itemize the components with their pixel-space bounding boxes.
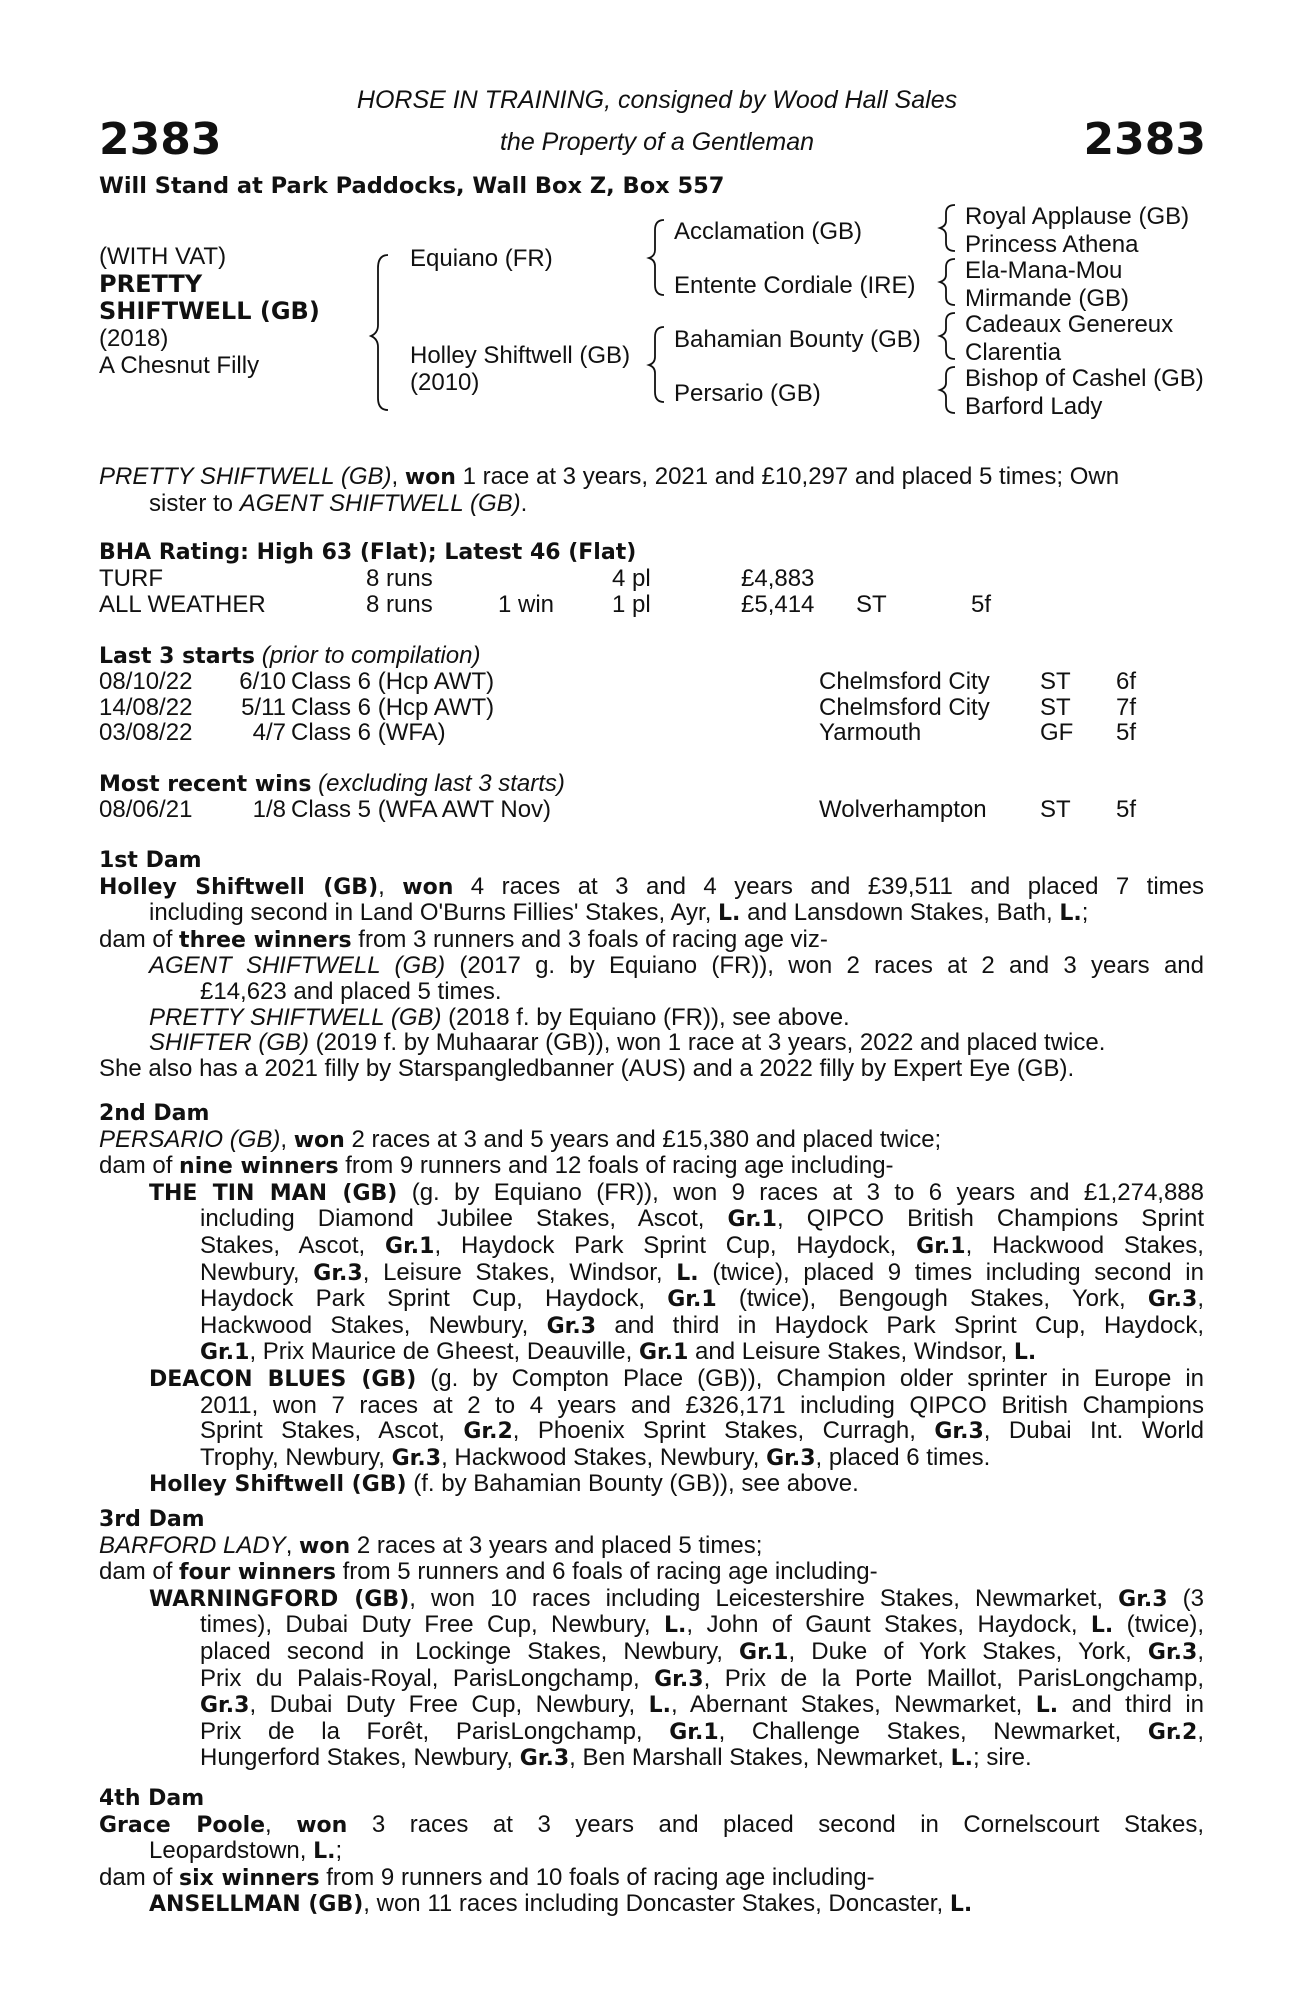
property-subtitle: the Property of a Gentleman <box>499 128 815 156</box>
first-dam-section: 1st Dam Holley Shiftwell (GB), won 4 races at 3 and 4 years and £39,511 and placed 7 times including second in Land O'Burns Fillies' Stakes, Ayr, L. and Lansdown Stakes, Bath, L.; dam of three winners from 3 runners and 3 foals of racing age viz- AGENT SHIFTWELL (GB) (2017 g. by Equiano (FR)), won 2 races at 2 and 3 years and £14,623 and placed 5 times. PRETTY SHIFTWELL (GB) (2018 f. by Equiano (FR)), see above. SHIFTER (GB) (2019 f. by Muhaarar (GB)), won 1 race at 3 years, 2022 and placed twice. She also has a 2021 filly by Starspangledbanner (AUS) and a 2022 filly by Expert Eye (GB). <box>99 848 1205 1082</box>
horse-name-line1: PRETTY <box>99 270 203 298</box>
horse-year: (2018) <box>99 325 169 352</box>
bha-rating-title: BHA Rating: High 63 (Flat); Latest 46 (Flat) <box>99 540 637 565</box>
summary-sister-name: AGENT SHIFTWELL (GB) <box>239 489 521 517</box>
great-grandparent-3: Ela-Mana-Mou <box>965 257 1123 284</box>
third-dam-section: 3rd Dam BARFORD LADY, won 2 races at 3 years and placed 5 times; dam of four winners from 5 runners and 6 foals of racing age including- WARNINGFORD (GB), won 10 races including Leicestershire Stakes, Newmarket, Gr.3 (3 times), Dubai Duty Free Cup, Newbury, L., John of Gaunt Stakes, Haydock, L. (twice), placed second in Lockinge Stakes, Newbury, Gr.1, Duke of York Stakes, York, Gr.3, Prix du Palais-Royal, ParisLongchamp, Gr.3, Prix de la Porte Maillot, ParisLongchamp, Gr.3, Dubai Duty Free Cup, Newbury, L., Abernant Stakes, Newmarket, L. and third in Prix de la Forêt, ParisLongchamp, Gr.1, Challenge Stakes, Newmarket, Gr.2, Hungerford Stakes, Newbury, Gr.3, Ben Marshall Stakes, Newmarket, L.; sire. <box>99 1507 1205 1772</box>
rating-row-turf: TURF 8 runs 4 pl £4,883 <box>99 565 815 592</box>
vat-label: (WITH VAT) <box>99 243 227 270</box>
great-grandparent-8: Barford Lady <box>965 393 1103 420</box>
great-grandparent-5: Cadeaux Genereux <box>965 311 1174 338</box>
second-dam-heading: 2nd Dam <box>99 1101 210 1126</box>
second-dam-section: 2nd Dam PERSARIO (GB), won 2 races at 3 and 5 years and £15,380 and placed twice; dam of nine winners from 9 runners and 12 foals of racing age including- THE TIN MAN (GB) (g. by Equiano (FR)), won 9 races at 3 to 6 years and £1,274,888 including Diamond Jubilee Stakes, Ascot, Gr.1, QIPCO British Champions Sprint Stakes, Ascot, Gr.1, Haydock Park Sprint Cup, Haydock, Gr.1, Hackwood Stakes, Newbury, Gr.3, Leisure Stakes, Windsor, L. (twice), placed 9 times including second in Haydock Park Sprint Cup, Haydock, Gr.1 (twice), Bengough Stakes, York, Gr.3, Hackwood Stakes, Newbury, Gr.3 and third in Haydock Park Sprint Cup, Haydock, Gr.1, Prix Maurice de Gheest, Deauville, Gr.1 and Leisure Stakes, Windsor, L. DEACON BLUES (GB) (g. by Compton Place (GB)), Champion older sprinter in Europe in 2011, won 7 races at 2 to 4 years and £326,171 including QIPCO British Champions Sprint Stakes, Ascot, Gr.2, Phoenix Sprint Stakes, Curragh, Gr.3, Dubai Int. World Trophy, Newbury, Gr.3, Hackwood Stakes, Newbury, Gr.3, placed 6 times. Holley Shiftwell (GB) (f. by Bahamian Bounty (GB)), see above. <box>99 1101 1205 1498</box>
dam-dam: Persario (GB) <box>674 380 821 407</box>
great-grandparent-6: Clarentia <box>965 339 1062 366</box>
racing-summary: PRETTY SHIFTWELL (GB), won 1 race at 3 years, 2021 and £10,297 and placed 5 times; Own sister to AGENT SHIFTWELL (GB). <box>99 463 1120 517</box>
sire-name: Equiano (FR) <box>410 245 553 272</box>
rating-row-all-weather: ALL WEATHER 8 runs 1 win 1 pl £5,414 ST 5f <box>99 591 992 618</box>
sire-sire: Acclamation (GB) <box>674 218 863 245</box>
first-dam-heading: 1st Dam <box>99 848 202 873</box>
dam-sire: Bahamian Bounty (GB) <box>674 326 921 353</box>
consignment-title: HORSE IN TRAINING, consigned by Wood Hall Sales <box>356 86 958 114</box>
third-dam-heading: 3rd Dam <box>99 1507 205 1532</box>
fourth-dam-heading: 4th Dam <box>99 1786 205 1811</box>
recent-wins-heading: Most recent wins (excluding last 3 starts) <box>99 770 565 797</box>
horse-name-line2: SHIFTWELL (GB) <box>99 297 320 325</box>
stand-location: Will Stand at Park Paddocks, Wall Box Z, Box 557 <box>99 173 725 199</box>
great-grandparent-7: Bishop of Cashel (GB) <box>965 365 1204 392</box>
great-grandparent-2: Princess Athena <box>965 231 1139 258</box>
dam-name: Holley Shiftwell (GB) <box>410 342 631 369</box>
last-start-row: 14/08/22 5/11 Class 6 (Hcp AWT) Chelmsford City ST 7f <box>99 694 1137 721</box>
horse-description: A Chesnut Filly <box>99 352 260 379</box>
lot-number-right: 2383 <box>1083 114 1206 165</box>
last-starts-heading: Last 3 starts (prior to compilation) <box>99 642 481 669</box>
great-grandparent-1: Royal Applause (GB) <box>965 203 1190 230</box>
lot-number-left: 2383 <box>99 114 222 165</box>
last-start-row: 03/08/22 4/7 Class 6 (WFA) Yarmouth GF 5f <box>99 719 1137 746</box>
fourth-dam-section: 4th Dam Grace Poole, won 3 races at 3 years and placed second in Cornelscourt Stakes, Leopardstown, L.; dam of six winners from 9 runners and 10 foals of racing age including- ANSELLMAN (GB), won 11 races including Doncaster Stakes, Doncaster, L. <box>99 1786 1204 1918</box>
sire-dam: Entente Cordiale (IRE) <box>674 272 916 299</box>
summary-horse-name: PRETTY SHIFTWELL (GB) <box>99 463 392 490</box>
recent-win-row: 08/06/21 1/8 Class 5 (WFA AWT Nov) Wolverhampton ST 5f <box>99 796 1137 823</box>
last-start-row: 08/10/22 6/10 Class 6 (Hcp AWT) Chelmsford City ST 6f <box>99 668 1137 695</box>
great-grandparent-4: Mirmande (GB) <box>965 285 1130 312</box>
dam-year: (2010) <box>410 369 480 396</box>
